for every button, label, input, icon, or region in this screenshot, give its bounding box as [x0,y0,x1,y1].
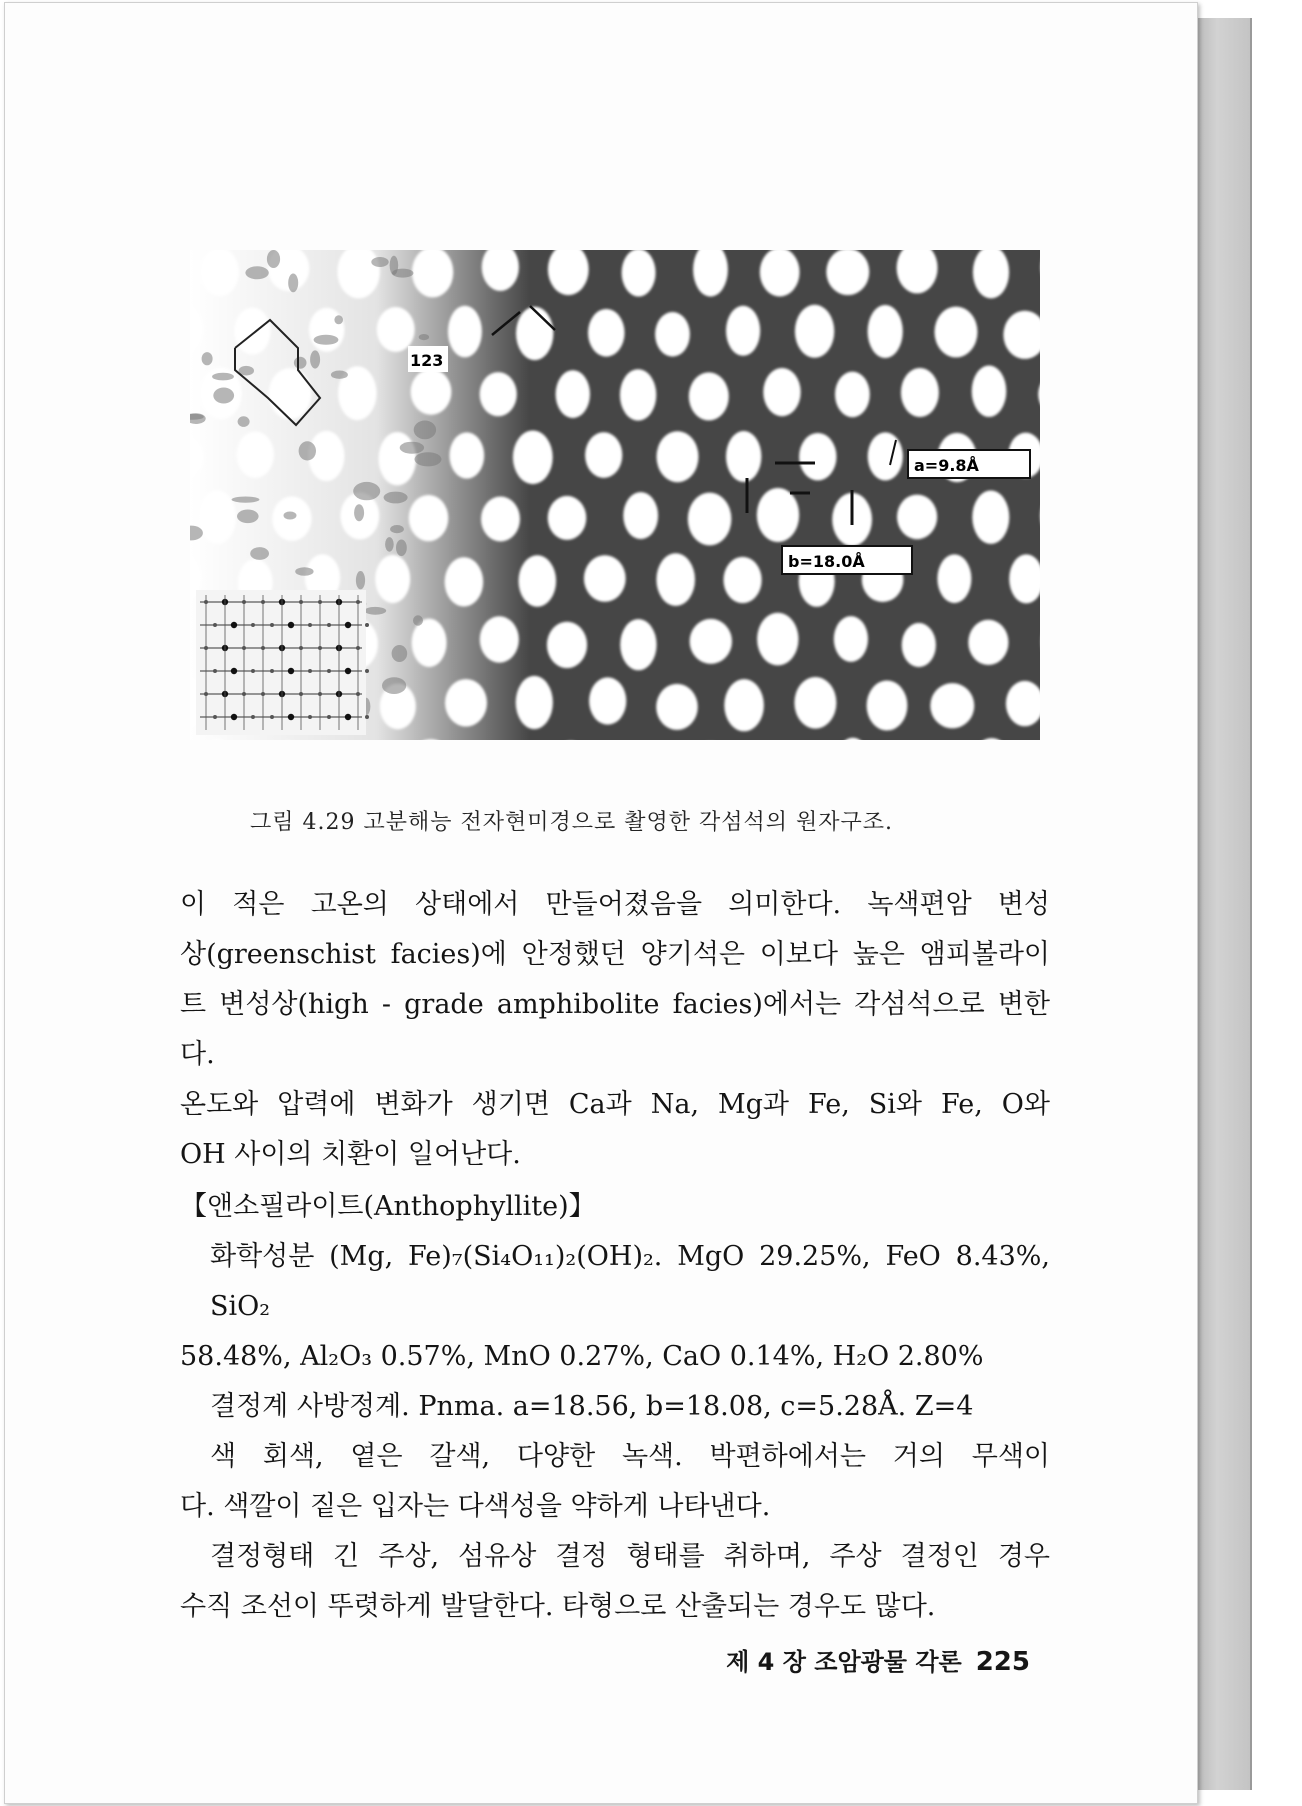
structure-atom [308,669,312,673]
image-speck [371,257,388,267]
image-speck [213,388,234,404]
image-speck [414,421,436,440]
structure-atom [288,714,294,720]
text-line: 온도와 압력에 변화가 생기면 Ca과 Na, Mg과 Fe, Si와 Fe, O와 [180,1089,1050,1120]
structure-atom [251,669,255,673]
section-heading: 【앤소필라이트(Anthophyllite)】 [180,1191,596,1222]
text-line: 상(greenschist facies)에 안정했던 양기석은 이보다 높은 앰피볼라이 [180,939,1050,970]
label-b-spacing [782,546,912,574]
image-speck [284,512,297,520]
image-speck [267,250,280,268]
structure-atom [288,668,294,674]
image-speck [415,452,442,466]
image-speck [392,645,408,662]
image-speck [212,373,234,381]
hrtem-figure [190,250,1040,740]
structure-atom [270,669,274,673]
structure-atom [213,669,217,673]
image-speck [382,677,406,694]
image-speck [314,335,339,345]
structure-atom [213,623,217,627]
image-speck [238,416,250,427]
structure-atom [308,715,312,719]
image-speck [331,371,348,379]
image-speck [232,497,260,503]
habit-line: 결정형태 긴 주상, 섬유상 결정 형태를 취하며, 주상 결정인 경우 [210,1541,1050,1572]
paragraph-amphibole-transition [180,880,1050,1180]
label-a-spacing [908,450,1030,478]
anthophyllite-section [180,1182,1050,1632]
text-line: 트 변성상(high - grade amphibolite facies)에서는 각섬석으로 변한다. [180,989,1050,1070]
svg-text:123: 123 [410,351,444,370]
svg-text:a=9.8Å: a=9.8Å [914,456,979,475]
image-speck [354,504,364,521]
structure-atom [327,715,331,719]
page-number: 225 [975,1647,1030,1677]
image-speck [294,357,307,369]
structure-atom [231,714,237,720]
figure-caption: 그림 4.29 고분해능 전자현미경으로 촬영한 각섬석의 원자구조. [250,810,893,835]
image-speck [356,571,365,589]
image-speck [250,547,269,560]
structure-atom [345,714,351,720]
color-line: 다. 색깔이 짙은 입자는 다색성을 약하게 나타낸다. [180,1491,771,1522]
image-speck [310,350,320,368]
image-speck [299,441,316,460]
image-speck [384,492,408,504]
structure-atom [345,622,351,628]
chemical-composition-line: 화학성분 (Mg, Fe)₇(Si₄O₁₁)₂(OH)₂. MgO 29.25%, FeO 8.43%, SiO₂ [210,1241,1050,1322]
image-speck [385,537,394,552]
structure-atom [251,623,255,627]
image-speck [245,266,268,279]
image-speck [390,525,404,533]
structure-atom [327,669,331,673]
structure-atom [270,623,274,627]
structure-atom [365,623,369,627]
image-speck [202,352,213,365]
hrtem-image [190,250,1040,740]
label-123 [408,346,448,372]
structure-atom [231,622,237,628]
page-footer [700,1642,1030,1677]
text-line: OH 사이의 치환이 일어난다. [180,1139,521,1170]
structure-atom [365,669,369,673]
crystal-system-line: 결정계 사방정계. Pnma. a=18.56, b=18.08, c=5.28Å. Z=4 [210,1391,974,1422]
structure-atom [327,623,331,627]
structure-atom [270,715,274,719]
structure-atom [288,622,294,628]
image-speck [364,607,386,615]
image-speck [390,256,399,275]
structure-atom [365,715,369,719]
image-speck [413,615,423,625]
image-speck [237,510,259,524]
image-speck [334,315,343,324]
text-line: 이 적은 고온의 상태에서 만들어졌음을 의미한다. 녹색편암 변성 [180,889,1050,920]
chapter-title: 제 4 장 조암광물 각론 [726,1648,962,1676]
structure-atom [231,668,237,674]
image-speck [295,567,313,576]
habit-line: 수직 조선이 뚜렷하게 발달한다. 타형으로 산출되는 경우도 많다. [180,1591,936,1622]
structure-atom [213,715,217,719]
structure-atom [308,623,312,627]
structure-diagram-inset [196,590,369,735]
page-edge-block [1195,18,1252,1790]
structure-atom [345,668,351,674]
image-speck [400,442,424,454]
color-line: 색 회색, 옅은 갈색, 다양한 녹색. 박편하에서는 거의 무색이 [210,1441,1050,1472]
image-speck [419,334,429,340]
image-speck [353,482,380,500]
image-speck [288,274,298,293]
chemical-composition-line: 58.48%, Al₂O₃ 0.57%, MnO 0.27%, CaO 0.14%, H₂O 2.80% [180,1341,984,1372]
image-speck [396,540,407,557]
svg-text:b=18.0Å: b=18.0Å [788,552,865,571]
structure-atom [251,715,255,719]
